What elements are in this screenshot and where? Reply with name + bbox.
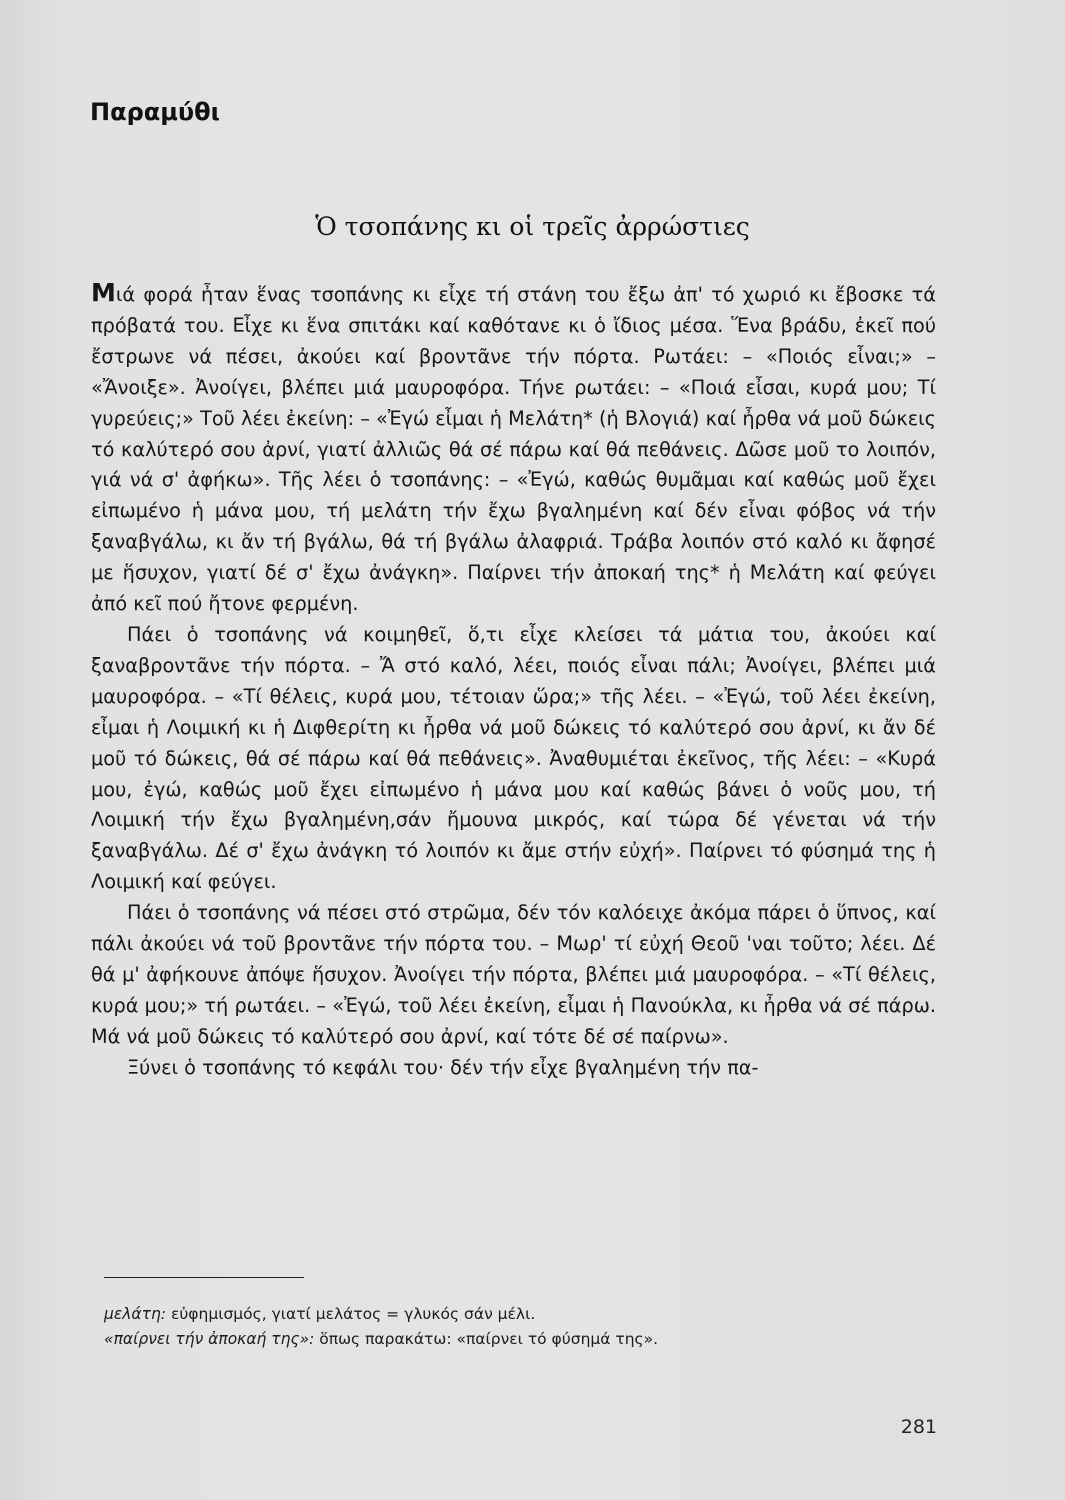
drop-cap: Μ	[91, 278, 116, 307]
section-title: Παραμύθι	[90, 98, 220, 126]
footnote-term: «παίρνει τήν ἀποκαή της»:	[104, 1330, 315, 1348]
paragraph-1-text: ιά φορά ἦταν ἕνας τσοπάνης κι εἶχε τή στάνη του ἔξω ἀπ' τό χωριό κι ἔβοσκε τά πρόβατά του. Εἶχε κι ἕνα σπιτάκι καί καθότανε κι ὁ ἴδιος μέσα. Ἕνα βράδυ, ἐκεῖ πού ἔστρωνε νά πέσει, ἀκούει καί βροντᾶνε τήν πόρτα. Ρωτάει: – «Ποιός εἶναι;» – «Ἄνοιξε». Ἀνοίγει, βλέπει μιά μαυροφόρα. Τήνε ρωτάει: – «Ποιά εἶσαι, κυρά μου; Τί γυρεύεις;» Τοῦ λέει ἐκείνη: – «Ἐγώ εἶμαι ἡ Μελάτη* (ἡ Βλογιά) καί ἦρθα νά μοῦ δώκεις τό καλύτερό σου ἀρνί, γιατί ἀλλιῶς θά σέ πάρω καί θά πεθάνεις. Δῶσε μοῦ το λοιπόν, γιά νά σ' ἀφήκω». Τῆς λέει ὁ τσοπάνης: – «Ἐγώ, καθώς θυμᾶμαι καί καθώς μοῦ ἔχει εἰπωμένο ἡ μάνα μου, τή μελάτη τήν ἔχω βγαλημένη καί δέν εἶναι φόβος νά τήν ξαναβγάλω, κι ἄν τή βγάλω, θά τή βγάλω ἀλαφριά. Τράβα λοιπόν στό καλό κι ἄφησέ με ἥσυχον, γιατί δέ σ' ἔχω ἀνάγκη». Παίρνει τήν ἀποκαή της* ἡ Μελάτη καί φεύγει ἀπό κεῖ πού ἤτονε φερμένη.	[91, 283, 936, 616]
footnote-divider	[104, 1277, 304, 1278]
footnote-term: μελάτη:	[104, 1305, 167, 1323]
paragraph-3: Πάει ὁ τσοπάνης νά πέσει στό στρῶμα, δέν τόν καλόειχε ἀκόμα πάρει ὁ ὕπνος, καί πάλι ἀκούει νά τοῦ βροντᾶνε τήν πόρτα του. – Μωρ' τί εὐχή Θεοῦ 'ναι τοῦτο; λέει. Δέ θά μ' ἀφήκουνε ἀπόψε ἥσυχον. Ἀνοίγει τήν πόρτα, βλέπει μιά μαυροφόρα. – «Τί θέλεις, κυρά μου;» τή ρωτάει. – «Ἐγώ, τοῦ λέει ἐκείνη, εἶμαι ἡ Πανούκλα, κι ἦρθα νά σέ πάρω. Μά νά μοῦ δώκεις τό καλύτερό σου ἀρνί, καί τότε δέ σέ παίρνω».	[91, 901, 936, 1048]
footnote-text: εὐφημισμός, γιατί μελάτος = γλυκός σάν μέλι.	[166, 1305, 536, 1323]
page-number: 281	[900, 1416, 937, 1438]
footnote-text: ὅπως παρακάτω: «παίρνει τό φύσημά της».	[314, 1330, 659, 1348]
footnotes	[104, 1302, 934, 1352]
story-title: Ὁ τσοπάνης κι οἱ τρεῖς ἀρρώστιες	[315, 212, 750, 241]
paragraph-1	[91, 278, 936, 620]
footnote-item	[104, 1327, 934, 1352]
paragraph-2: Πάει ὁ τσοπάνης νά κοιμηθεῖ, ὅ,τι εἶχε κλείσει τά μάτια του, ἀκούει καί ξαναβροντᾶνε τήν πόρτα. – Ἄ στό καλό, λέει, ποιός εἶναι πάλι; Ἀνοίγει, βλέπει μιά μαυροφόρα. – «Τί θέλεις, κυρά μου, τέτοιαν ὥρα;» τῆς λέει. – «Ἐγώ, τοῦ λέει ἐκείνη, εἶμαι ἡ Λοιμική κι ἡ Διφθερίτη κι ἦρθα νά μοῦ δώκεις τό καλύτερό σου ἀρνί, κι ἄν δέ μοῦ τό δώκεις, θά σέ πάρω καί θά πεθάνεις». Ἀναθυμιέται ἐκεῖνος, τῆς λέει: – «Κυρά μου, ἐγώ, καθώς μοῦ ἔχει εἰπωμένο ἡ μάνα μου καί καθώς βάνει ὁ νοῦς μου, τή Λοιμική τήν ἔχω βγαλημένη,σάν ἤμουνα μικρός, καί τώρα δέ γένεται νά τήν ξαναβγάλω. Δέ σ' ἔχω ἀνάγκη τό λοιπόν κι ἄμε στήν εὐχή». Παίρνει τό φύσημά της ἡ Λοιμική καί φεύγει.	[91, 622, 936, 894]
footnote-item	[104, 1302, 934, 1327]
paragraph-4: Ξύνει ὁ τσοπάνης τό κεφάλι του· δέν τήν εἶχε βγαλημένη τήν πα-	[127, 1055, 759, 1079]
story-body	[91, 278, 936, 1084]
